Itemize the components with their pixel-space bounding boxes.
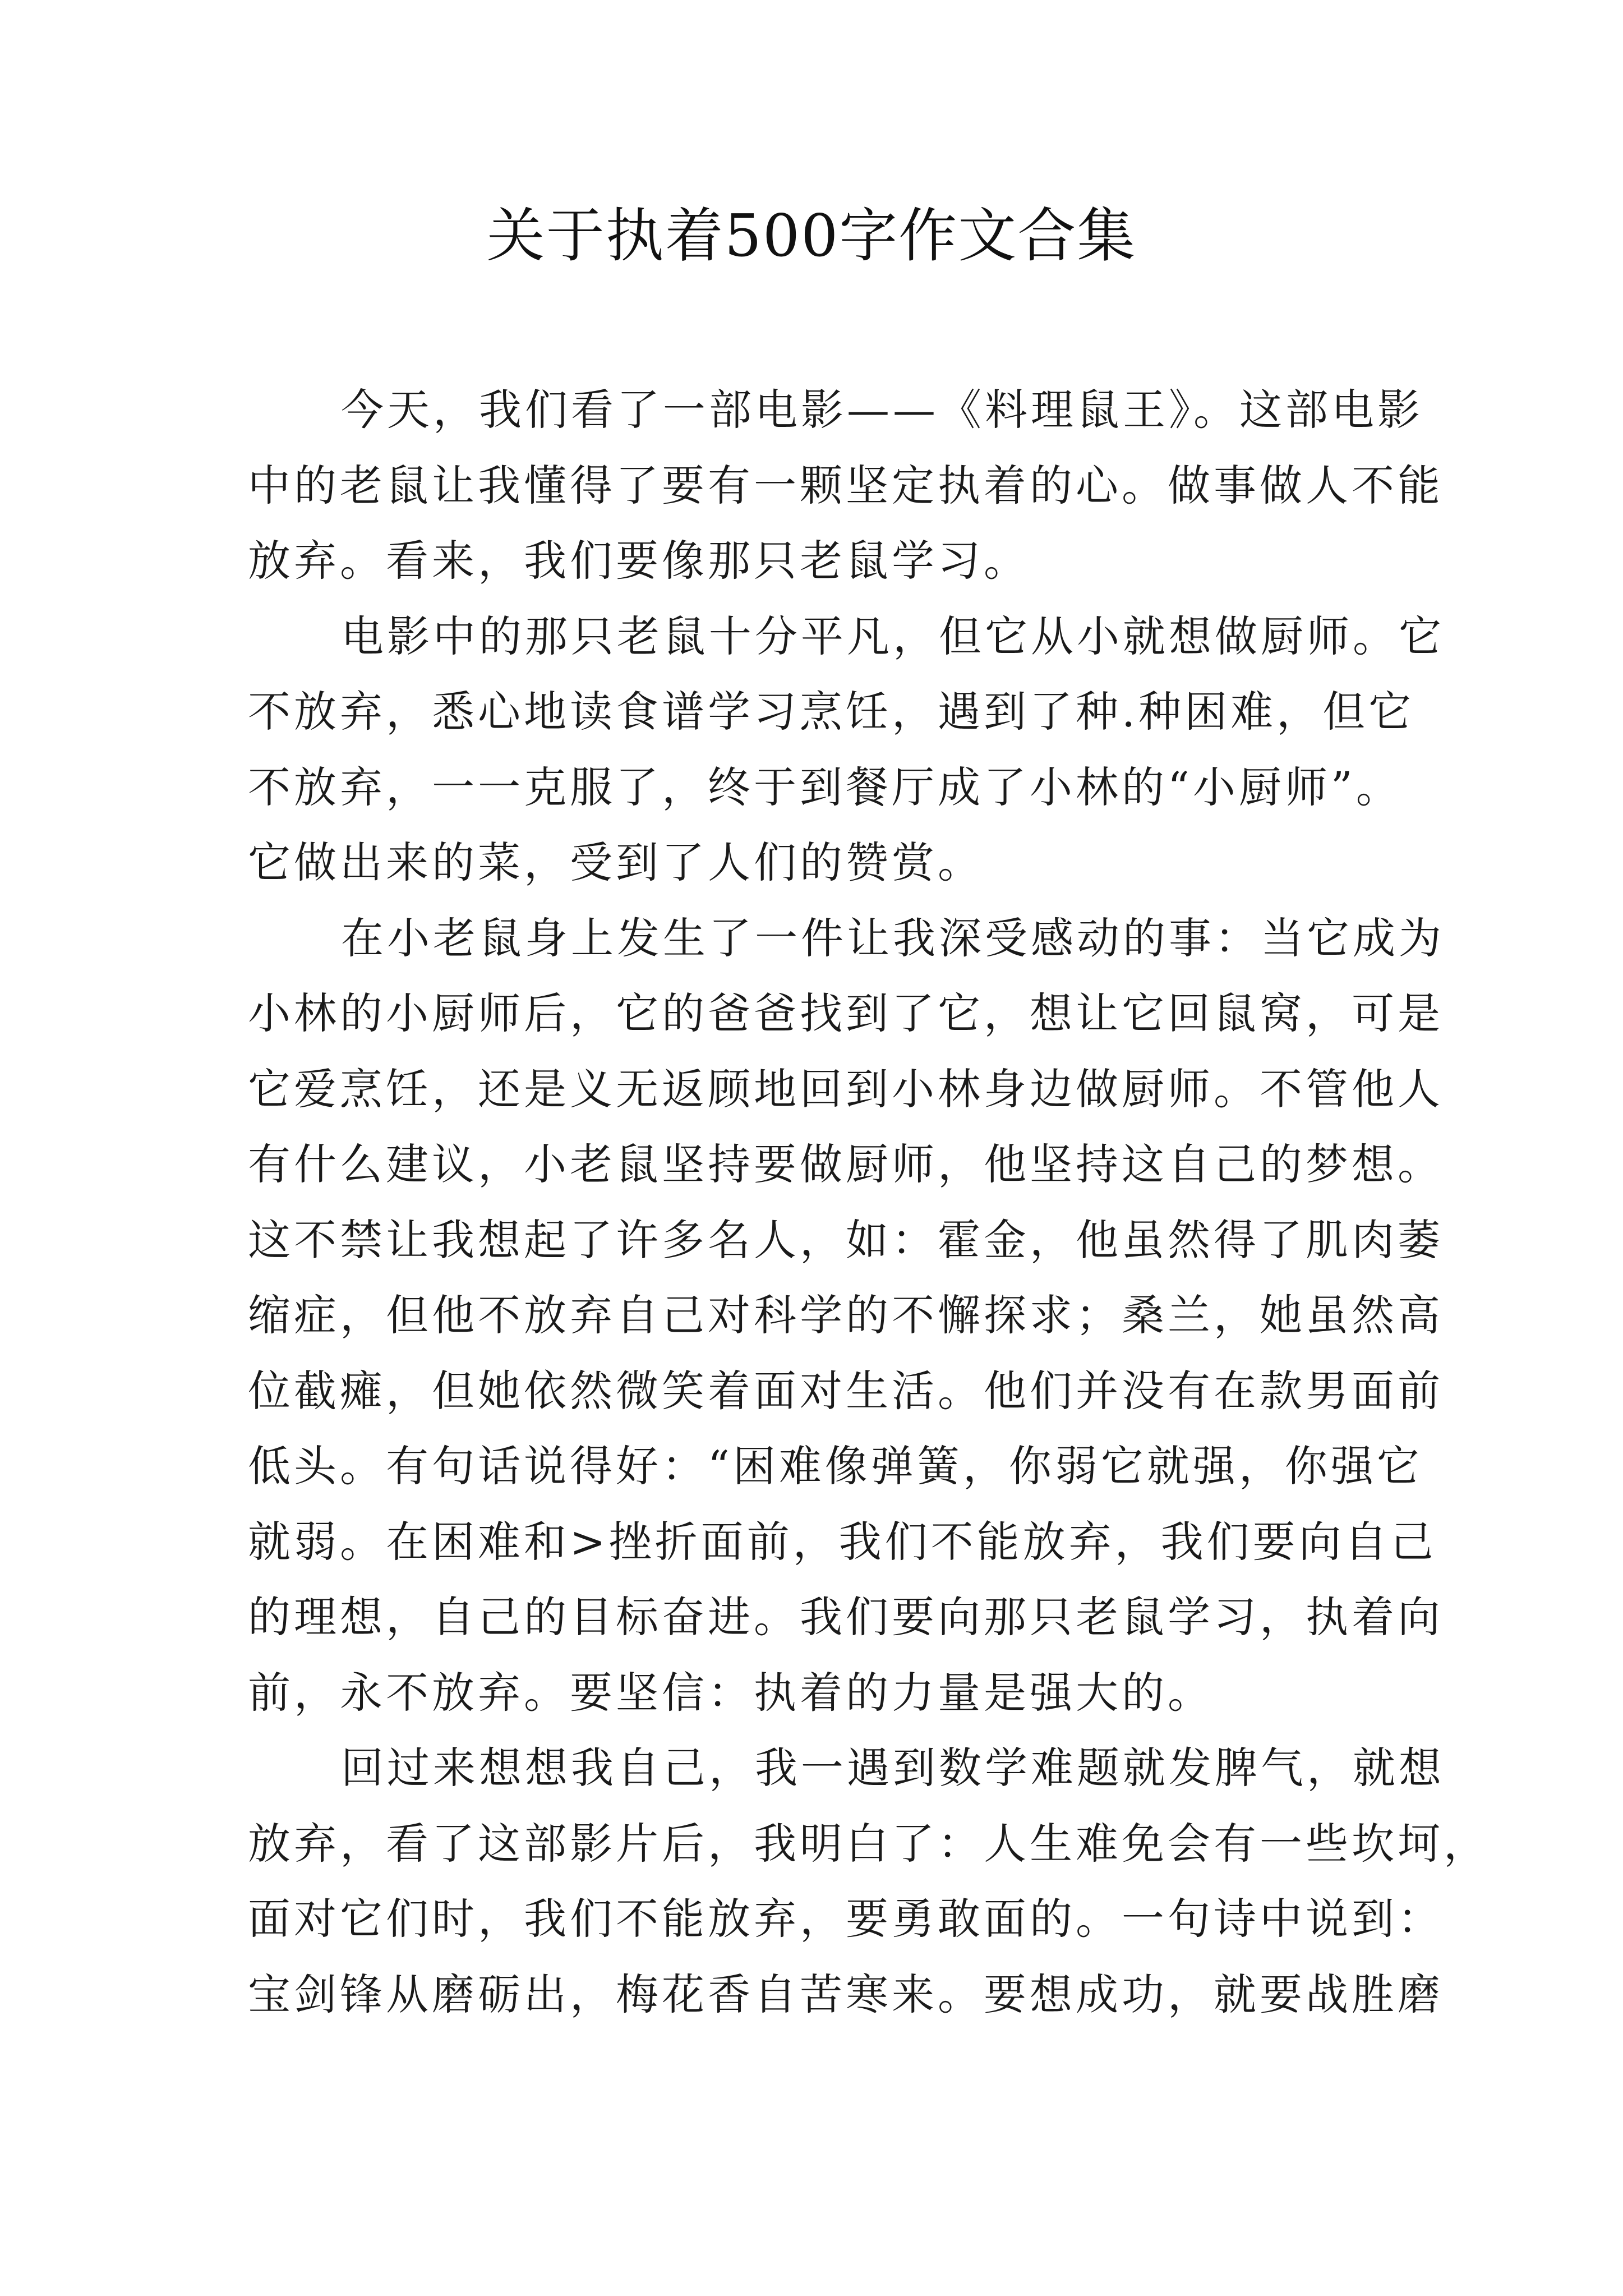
text-line: 不放弃，一一克服了，终于到餐厅成了小林的“小厨师”。 xyxy=(248,762,1402,812)
text-line: 放弃，看了这部影片后，我明白了：人生难免会有一些坎坷， xyxy=(248,1818,1490,1869)
document-title: 关于执着500字作文合集 xyxy=(486,201,1137,270)
text-line: 电影中的那只老鼠十分平凡，但它从小就想做厨师。它 xyxy=(341,611,1445,661)
text-line: 它爱烹饪，还是义无返顾地回到小林身边做厨师。不管他人 xyxy=(248,1064,1444,1114)
text-line: 小林的小厨师后，它的爸爸找到了它，想让它回鼠窝，可是 xyxy=(248,988,1444,1038)
text-line: 放弃。看来，我们要像那只老鼠学习。 xyxy=(248,536,1030,586)
text-line: 有什么建议，小老鼠坚持要做厨师，他坚持这自己的梦想。 xyxy=(248,1139,1444,1189)
text-line: 今天，我们看了一部电影——《料理鼠王》。这部电影 xyxy=(341,385,1423,435)
text-line: 就弱。在困难和>挫折面前，我们不能放弃，我们要向自己 xyxy=(248,1516,1437,1567)
text-line: 位截瘫，但她依然微笑着面对生活。他们并没有在款男面前 xyxy=(248,1365,1444,1416)
document-body xyxy=(248,372,1490,2032)
text-line: 在小老鼠身上发生了一件让我深受感动的事：当它成为 xyxy=(341,913,1445,963)
text-line: 回过来想想我自己，我一遇到数学难题就发脾气，就想 xyxy=(341,1743,1445,1793)
text-line: 宝剑锋从磨砺出，梅花香自苦寒来。要想成功，就要战胜磨 xyxy=(248,1969,1444,2019)
text-line: 中的老鼠让我懂得了要有一颗坚定执着的心。做事做人不能 xyxy=(248,460,1444,510)
text-line: 面对它们时，我们不能放弃，要勇敢面的。一句诗中说到： xyxy=(248,1894,1444,1944)
text-line: 前，永不放弃。要坚信：执着的力量是强大的。 xyxy=(248,1667,1214,1718)
text-line: 这不禁让我想起了许多名人，如：霍金，他虽然得了肌肉萎 xyxy=(248,1214,1444,1265)
text-line: 不放弃，悉心地读食谱学习烹饪，遇到了种.种困难，但它 xyxy=(248,687,1415,737)
text-line: 的理想，自己的目标奋进。我们要向那只老鼠学习，执着向 xyxy=(248,1592,1444,1642)
text-line: 缩症，但他不放弃自己对科学的不懈探求；桑兰，她虽然高 xyxy=(248,1290,1444,1340)
text-line: 低头。有句话说得好：“困难像弹簧，你弱它就强，你强它 xyxy=(248,1441,1423,1491)
text-line: 它做出来的菜，受到了人们的赞赏。 xyxy=(248,838,984,887)
